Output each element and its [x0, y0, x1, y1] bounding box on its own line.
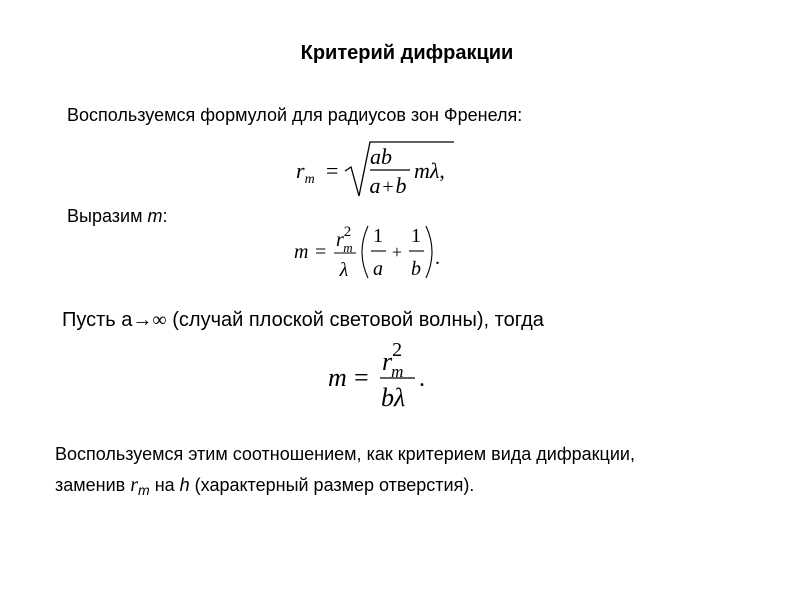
formula3-numerator: $r^2$ m — [382, 339, 404, 381]
formula1-tail: mλ, — [414, 158, 445, 183]
formula1-denom-a: a — [369, 173, 381, 198]
formula2-equals: = — [315, 241, 327, 263]
formula3-equals: = — [354, 363, 369, 392]
formula2-plus: + — [391, 242, 403, 262]
formula2-denom-lambda: λ — [339, 259, 349, 281]
formula2-period: . — [435, 247, 440, 269]
express-text: Выразим m: — [67, 206, 168, 226]
formula2-right-paren — [426, 226, 432, 278]
conclusion-line-1: Воспользуемся этим соотношением, как критерием вида дифракции, — [55, 444, 635, 464]
intro-text: Воспользуемся формулой для радиусов зон Френеля: — [67, 105, 523, 125]
arrow-symbol: → — [132, 309, 153, 331]
conclusion-line-2: заменив $r_m$ на h (характерный размер отверстия). — [55, 474, 475, 498]
formula2-one-a: 1 — [373, 225, 383, 247]
formula2-numerator: $r^2$ m — [336, 224, 353, 255]
formula1-lhs: $r_m$ — [296, 158, 315, 187]
plane-wave-condition-text: Пусть a→∞ (случай плоской световой волны), тогда — [62, 309, 544, 331]
m-expression-formula — [290, 218, 450, 282]
plane-wave-m-formula — [324, 334, 444, 414]
formula2-den-a: a — [373, 258, 383, 280]
formula2-lhs: m — [294, 241, 309, 263]
slide-title: Критерий дифракции — [300, 42, 514, 64]
formula3-period: . — [419, 366, 425, 392]
fresnel-radius-formula — [290, 138, 460, 204]
infinity-symbol: ∞ — [152, 309, 167, 331]
formula1-denom-plus: + — [382, 176, 394, 198]
formula3-lhs: m — [328, 363, 347, 392]
formula1-numerator: ab — [370, 144, 392, 169]
formula3-denominator: bλ — [381, 383, 406, 412]
formula1-denom-b: b — [395, 173, 407, 198]
formula2-den-b: b — [411, 258, 421, 280]
formula2-one-b: 1 — [411, 225, 421, 247]
formula2-left-paren — [362, 226, 368, 278]
formula1-equals: = — [326, 158, 339, 183]
